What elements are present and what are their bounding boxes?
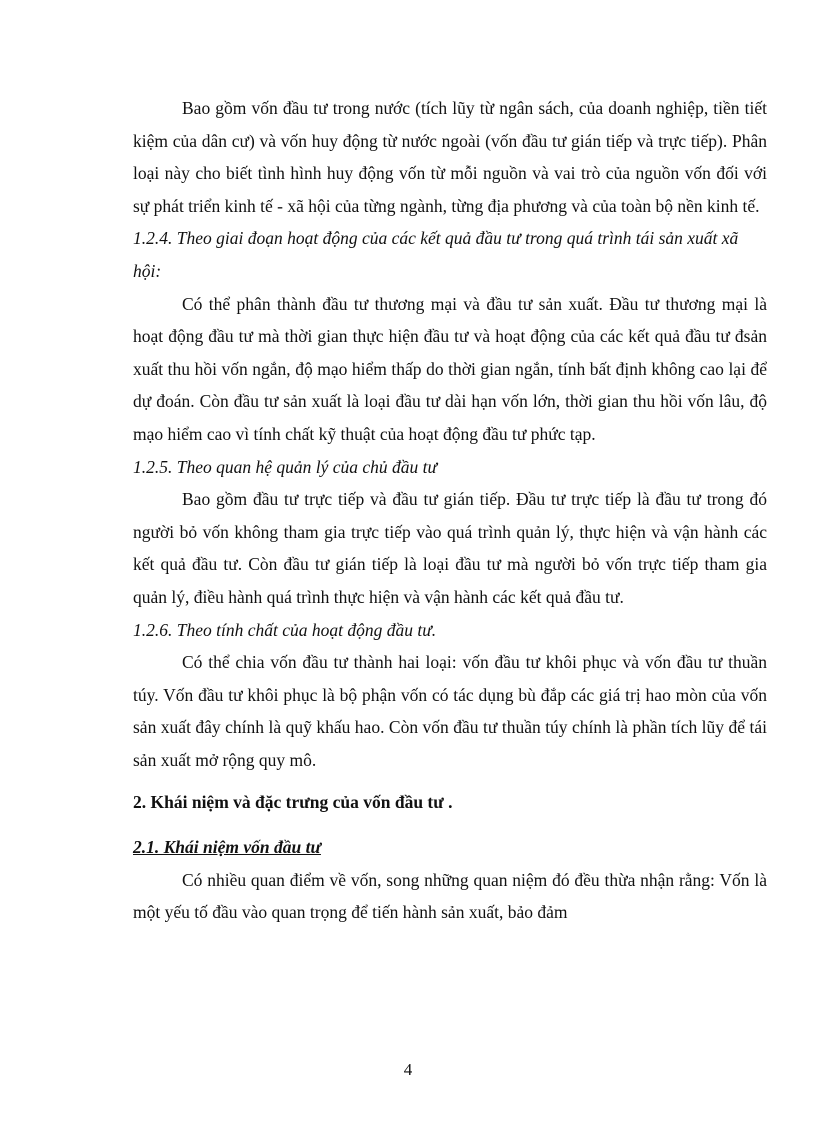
paragraph-restoration-pure: Có thể chia vốn đầu tư thành hai loại: vốn đầu tư khôi phục và vốn đầu tư thuần túy. Vốn đầu tư khôi phục là bộ phận vốn có tác dụng bù đắp các giá trị hao mòn của vốn sản xuất đây chính là quỹ khấu hao. Còn vốn đầu tư thuần túy chính là phần tích lũy để tái sản xuất mở rộng quy mô. <box>133 652 767 770</box>
heading-1-2-5: 1.2.5. Theo quan hệ quản lý của chủ đầu tư <box>133 456 438 477</box>
heading-1-2-6: 1.2.6. Theo tính chất của hoạt động đầu tư. <box>133 619 437 640</box>
paragraph-direct-indirect: Bao gồm đầu tư trực tiếp và đầu tư gián tiếp. Đầu tư trực tiếp là đầu tư trong đó người bỏ vốn không tham gia trực tiếp vào quá trình quản lý, thực hiện và vận hành các kết quả đầu tư. Còn đầu tư gián tiếp là loại đầu tư mà người bỏ vốn trực tiếp tham gia quản lý, điều hành quá trình thực hiện và vận hành các kết quả đầu tư. <box>133 489 767 607</box>
spacer <box>133 776 767 786</box>
heading-section-2: 2. Khái niệm và đặc trưng của vốn đầu tư . <box>133 792 453 813</box>
page-number: 4 <box>403 1060 413 1079</box>
heading-1-2-4: 1.2.4. Theo giai đoạn hoạt động của các kết quả đầu tư trong quá trình tái sản xuất xã hội: <box>133 228 739 281</box>
paragraph-capital-concept: Có nhiều quan điểm về vốn, song những quan niệm đó đều thừa nhận rằng: Vốn là một yếu tố đầu vào quan trọng để tiến hành sản xuất, bảo đảm <box>133 869 767 923</box>
document-page <box>133 92 767 929</box>
spacer <box>133 819 767 831</box>
paragraph-commercial-production: Có thể phân thành đầu tư thương mại và đầu tư sản xuất. Đầu tư thương mại là hoạt động đầu tư mà thời gian thực hiện đầu tư và hoạt động của các kết quả đầu tư đsản xuất thu hồi vốn ngắn, độ mạo hiểm thấp do thời gian ngắn, tính bất định không cao lại để dự đoán. Còn đầu tư sản xuất là loại đầu tư dài hạn vốn lớn, thời gian thu hồi vốn lâu, độ mạo hiểm cao vì tính chất kỹ thuật của hoạt động đầu tư phức tạp. <box>133 293 767 444</box>
paragraph-capital-sources: Bao gồm vốn đầu tư trong nước (tích lũy từ ngân sách, của doanh nghiệp, tiền tiết kiệm của dân cư) và vốn huy động từ nước ngoài (vốn đầu tư gián tiếp và trực tiếp). Phân loại này cho biết tình hình huy động vốn từ mỗi nguồn và vai trò của nguồn vốn đối với sự phát triển kinh tế - xã hội của từng ngành, từng địa phương và của toàn bộ nền kinh tế. <box>133 98 767 216</box>
heading-2-1: 2.1. Khái niệm vốn đầu tư <box>133 837 321 858</box>
